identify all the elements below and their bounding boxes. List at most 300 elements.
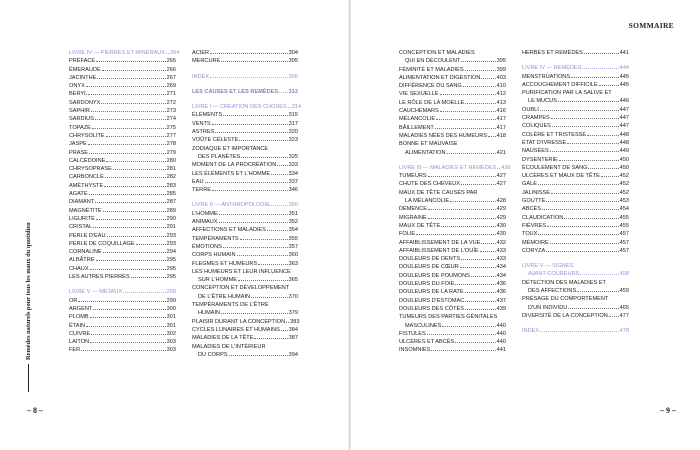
toc-entry-title: DYSENTERIE [522,156,558,163]
toc-entry [399,214,506,222]
toc-entry-multiline [522,89,629,106]
toc-entry-page: 433 [496,247,506,254]
toc-entry [69,149,176,157]
toc-entry [192,293,298,301]
dot-leader [440,111,496,112]
toc-entry [399,346,506,354]
dot-leader [550,151,619,152]
toc-entry-page: 458 [619,271,629,278]
toc-entry [69,305,176,313]
toc-entry-title: MASCULINES [405,322,442,329]
toc-entry-page: 314 [291,104,302,111]
dot-leader [428,176,496,177]
toc-entry-title: CARBONCLE [69,174,104,181]
toc-entry-multiline [522,262,629,279]
toc-entry-title: LA MÉLANCOLIE [405,198,450,205]
toc-entry-title: JACINTHE [69,74,97,81]
toc-entry-title: DES PLANÈTES [198,153,241,160]
toc-entry-page: 428 [496,198,506,205]
toc-entry-title: MALADIES DE LA TÊTE [192,335,254,342]
toc-entry-page: 277 [166,132,176,139]
toc-entry-title: AGATE [69,191,88,198]
toc-entry [399,247,506,255]
toc-entry-title: PLOMB [69,314,89,321]
toc-entry [399,197,506,205]
toc-entry-page: 455 [619,214,629,221]
toc-entry [69,173,176,181]
dot-leader [86,86,166,87]
dot-leader [89,153,166,154]
dot-leader [93,227,165,228]
dot-leader [552,126,619,127]
toc-entry [69,124,176,132]
dot-leader [460,267,496,268]
toc-entry-page: 264 [169,50,180,56]
toc-entry-title: ANIMAUX [192,219,218,226]
toc-entry-title: BÂILLEMENT [399,124,434,131]
toc-entry [69,140,176,148]
toc-entry-page: 440 [496,330,506,337]
dot-leader [587,135,619,136]
toc-entry [192,170,298,178]
toc-entry-title: COLÈRE ET TRISTESSE [522,131,587,138]
toc-entry-title: PRASE [69,149,88,156]
toc-entry [69,207,176,215]
title-rule [28,364,29,392]
dot-leader [88,144,166,145]
dot-leader [551,193,619,194]
toc-entry-page: 430 [496,231,506,238]
dot-leader [538,184,619,185]
toc-entry [522,172,629,180]
toc-entry [69,338,176,346]
toc-entry-title: TOPAZE [69,124,91,131]
dot-leader [210,53,288,54]
toc-entry-title: COLIQUES [522,123,551,130]
toc-entry [399,149,506,157]
toc-entry-title: ULCÈRES ET ABCÈS [399,339,455,346]
toc-entry-page: 333 [288,162,298,169]
toc-entry-page: 317 [288,120,298,127]
toc-entry-page: 282 [166,174,176,181]
toc-entry-page: 427 [496,181,506,188]
toc-entry [192,103,302,111]
toc-entry [522,106,629,114]
dot-leader [288,107,291,108]
toc-entry-page: 434 [496,264,506,271]
toc-entry-title: NAUSÉES [522,148,549,155]
dot-leader [91,334,166,335]
dot-leader [212,190,288,191]
toc-entry [522,164,629,172]
toc-entry-page: 334 [288,170,298,177]
toc-entry-page: 278 [166,141,176,148]
dot-leader [465,103,495,104]
dot-leader [447,153,496,154]
dot-leader [481,243,495,244]
toc-entry-title: MAGNÉTITE [69,207,102,214]
toc-entry-title: L'HOMME [192,210,218,217]
toc-entry-title: CORYZA [522,247,546,254]
dot-leader [480,251,496,252]
toc-entry [192,136,298,144]
toc-entry-page: 433 [496,256,506,263]
dot-leader [95,202,165,203]
toc-entry-title: DES AFFECTIONS [528,288,577,295]
toc-entry [192,201,298,209]
toc-entry [399,115,506,123]
toc-entry-multiline [399,140,506,157]
toc-entry-page: 295 [166,257,176,264]
toc-entry-multiline [192,268,298,285]
toc-entry-page: 301 [166,314,176,321]
toc-entry [522,304,629,312]
dot-leader [455,284,495,285]
toc-entry-title: INDEX [192,73,210,80]
toc-entry [69,273,176,281]
toc-entry-title: MAUX DE TÊTE [399,222,441,229]
toc-entry-page: 457 [619,239,629,246]
dot-leader [221,313,288,314]
dot-leader [416,234,495,235]
toc-entry-page: 346 [288,187,298,194]
toc-entry-first-line: TUMEURS DES PARTIES GÉNITALES [399,314,498,321]
toc-entry-page: 269 [166,83,176,90]
dot-leader [104,186,165,187]
toc-entry-page: 354 [288,227,298,234]
toc-entry [192,88,298,96]
toc-entry [192,153,298,161]
toc-entry-title: CYCLES LUNAIRES ET HUMAINS [192,326,280,333]
toc-entry [522,156,629,164]
toc-entry [522,205,629,213]
toc-entry-title: CORPS HUMAIN [192,252,236,259]
dot-leader [497,168,500,169]
dot-leader [571,77,619,78]
toc-entry-multiline [522,295,629,312]
toc-entry-page: 429 [496,214,506,221]
dot-leader [223,115,288,116]
dot-leader [131,277,166,278]
toc-entry-page: 303 [166,339,176,346]
toc-entry-title: LES AUTRES PIERRES [69,274,130,281]
dot-leader [239,140,287,141]
toc-entry-title: GALE [522,181,537,188]
toc-entry [399,90,506,98]
dot-leader [81,350,165,351]
toc-entry-title: AVANT-COUREURS [528,271,580,278]
toc-entry-title: VOÛTE CÉLESTE [192,137,239,144]
dot-leader [91,111,166,112]
toc-entry [399,255,506,263]
toc-entry-page: 457 [619,247,629,254]
toc-entry-multiline [399,189,506,206]
toc-entry-first-line: PRÉSAGE DU COMPORTEMENT [522,296,609,303]
toc-entry-page: 301 [166,322,176,329]
dot-leader [205,182,288,183]
toc-entry [192,235,298,243]
toc-entry-title: GOUTTE [522,198,546,205]
toc-entry-multiline [522,279,629,296]
toc-entry-page: 298 [166,289,176,296]
toc-entry-page: 352 [288,219,298,226]
toc-entry-title: SUR L'HOMME [198,277,237,284]
toc-entry-title: SARDIUS [69,116,94,123]
toc-entry-title: LE MUCUS [528,98,557,105]
toc-entry-title: ONYX [69,83,85,90]
toc-entry-page: 430 [496,222,506,229]
toc-entry-first-line: PURIFICATION PAR LA SALIVE ET [522,90,612,97]
toc-entry [399,74,506,82]
toc-entry [399,132,506,140]
toc-entry-page: 452 [619,173,629,180]
toc-entry-title: AFFAIBLISSEMENT DE LA VUE [399,239,481,246]
toc-entry [399,180,506,188]
toc-entry-page: 447 [619,115,629,122]
toc-entry [192,334,298,342]
toc-entry-title: SAPHIR [69,108,90,115]
toc-entry-page: 452 [619,181,629,188]
toc-entry-page: 412 [496,91,506,98]
toc-entry-title: AFFECTIONS ET MALADIES [192,227,266,234]
toc-entry [399,164,511,172]
toc-entry-first-line: CONCEPTION ET DÉVELOPPEMENT [192,285,290,292]
toc-entry [69,297,176,305]
dot-leader [166,53,169,54]
toc-entry-page: 440 [496,339,506,346]
toc-entry-title: DIAMANT [69,199,95,206]
dot-leader [465,301,495,302]
toc-entry [399,230,506,238]
dot-leader [219,222,288,223]
toc-entry-title: TEMPÉRAMENTS [192,235,239,242]
toc-entry [69,198,176,206]
toc-entry-page: 285 [166,191,176,198]
dot-leader [92,128,166,129]
toc-entry-title: CHUTE DES CHEVEUX [399,181,460,188]
dot-leader [277,165,287,166]
toc-entry-title: HERBES ET REMÈDES [522,50,583,56]
toc-entry-first-line: ZODIAQUE ET IMPORTANCE [192,145,269,152]
toc-entry-title: OUBLI [522,106,539,113]
toc-entry-title: QUI EN DÉCOULENT [405,58,461,65]
toc-entry-title: LIVRE III — MALADIES ET REMÈDES [399,164,497,171]
page-number-left: – 8 – [27,406,43,415]
toc-entry-page: 280 [166,157,176,164]
dot-leader [90,342,166,343]
toc-entry-title: FIÈVRES [522,222,546,229]
toc-entry [522,131,629,139]
dot-leader [455,342,495,343]
dot-leader [551,118,619,119]
toc-entry-title: ARGENT [69,305,93,312]
toc-entry-page: 413 [496,99,506,106]
toc-entry [192,260,298,268]
toc-entry [522,247,629,255]
toc-entry-title: LES CAUSES ET LES REMÈDES [192,88,279,95]
toc-entry-title: HUMAIN [198,310,221,317]
book-title-text: Remèdes naturels pour tous les maux du quotidien [25,222,32,360]
toc-entry [399,172,506,180]
dot-leader [267,230,288,231]
dot-leader [559,160,619,161]
toc-entry-title: ÉTAT D'IVRESSE [522,139,567,146]
toc-entry-page: 287 [166,199,176,206]
toc-entry [399,222,506,230]
dot-leader [550,243,619,244]
dot-leader [609,316,619,317]
toc-entry-page: 289 [166,207,176,214]
toc-entry-title: FLEGMES ET HUMEURS [192,260,258,267]
toc-entry-page: 323 [288,137,298,144]
toc-entry-page: 447 [619,123,629,130]
toc-entry-page: 450 [619,156,629,163]
toc-entry [192,186,298,194]
toc-entry-page: 395 [496,58,506,65]
toc-entry-page: 478 [619,328,629,335]
toc-entry-page: 399 [496,66,506,73]
toc-entry-page: 370 [288,293,298,300]
toc-entry-title: VENTS [192,120,211,127]
toc-entry [522,222,629,230]
toc-entry-title: DOULEURS DU FOIE [399,281,455,288]
toc-entry [399,338,506,346]
dot-leader [436,119,496,120]
toc-entry-page: 350 [288,202,298,209]
dot-leader [599,85,619,86]
toc-entry-page: 437 [496,297,506,304]
dot-leader [428,218,496,219]
toc-entry [192,111,298,119]
toc-entry [522,122,629,130]
toc-entry-title: FÉMINITÉ ET MALADIES [399,66,464,73]
toc-entry-title: LAITON [69,339,90,346]
dot-leader [584,53,619,54]
toc-entry-title: LIGURITE [69,215,95,222]
toc-entry [192,326,298,334]
dot-leader [238,280,288,281]
toc-entry [522,239,629,247]
toc-entry-first-line: LIVRE V — SIGNES [522,263,574,270]
toc-entry [69,256,176,264]
dot-leader [103,211,166,212]
toc-entry [69,265,176,273]
toc-entry-page: 365 [288,277,298,284]
dot-leader [105,177,166,178]
toc-entry-multiline [192,284,298,301]
toc-entry-title: EAU [192,178,204,185]
dot-leader [450,201,496,202]
toc-entry [192,128,298,136]
dot-leader [258,264,287,265]
toc-entry [399,280,506,288]
toc-entry-page: 274 [166,116,176,123]
toc-entry-title: DOULEURS DES CÔTÉS [399,305,464,312]
toc-entry-page: 446 [619,98,629,105]
toc-entry-title: LES ÉLÉMENTS ET L'HOMME [192,170,271,177]
toc-entry-title: PERLE D'EAU [69,232,106,239]
toc-entry [192,318,298,326]
toc-column-4 [522,49,629,336]
toc-entry-title: ÉMERAUDE [69,66,101,73]
toc-entry [69,322,176,330]
toc-entry-page: 379 [288,310,298,317]
toc-entry [69,132,176,140]
toc-entry-title: CLAUDICATION [522,214,564,221]
toc-entry-page: 302 [166,330,176,337]
toc-entry [399,239,506,247]
toc-entry-first-line: MALADIES DE L'INTÉRIEUR [192,343,266,350]
toc-entry-title: ALIMENTATION [405,149,446,156]
toc-entry-page: 444 [619,65,629,72]
toc-entry-title: DÉMENCE [399,206,427,213]
toc-entry-page: 453 [619,198,629,205]
toc-entry [522,180,629,188]
toc-entry-title: ÉLÉMENTS [192,112,223,119]
toc-entry-title: MOMENT DE LA PROCRÉATION [192,162,277,169]
book-title-vertical [25,222,32,392]
toc-entry-page: 452 [619,189,629,196]
dot-leader [564,218,618,219]
toc-entry [399,272,506,280]
toc-entry-title: CHAUX [69,265,89,272]
toc-entry-page: 295 [166,265,176,272]
dot-leader [241,157,287,158]
dot-leader [568,308,618,309]
toc-entry [399,297,506,305]
toc-entry-page: 383 [290,318,300,325]
toc-entry-page: 403 [496,74,506,81]
toc-entry [522,81,629,89]
toc-entry-first-line: TEMPÉRAMENTS DE L'ÊTRE [192,302,269,309]
toc-entry [522,64,629,72]
dot-leader [481,78,495,79]
toc-entry [192,49,298,57]
toc-entry-page: 445 [619,81,629,88]
toc-entry-first-line: BONNE ET MAUVAISE [399,141,458,148]
toc-entry-first-line: LES HUMEURS ET LEUR INFLUENCE [192,268,291,275]
toc-column-2 [192,49,302,359]
toc-entry-page: 299 [166,297,176,304]
toc-entry-first-line: MAUX DE TÊTE CAUSÉS PAR [399,189,478,196]
toc-entry-title: CUIVRE [69,330,91,337]
toc-entry-page: 325 [288,153,298,160]
dot-leader [601,176,619,177]
toc-entry-title: SARDONYX [69,99,101,106]
toc-entry-page: 417 [496,116,506,123]
toc-entry-page: 279 [166,149,176,156]
toc-entry [69,232,176,240]
toc-entry [69,165,176,173]
dot-leader [254,338,287,339]
toc-entry-multiline [399,49,506,66]
dot-leader [567,143,618,144]
toc-entry-page: 434 [496,272,506,279]
toc-entry-page: 291 [166,224,176,231]
toc-entry-page: 267 [166,74,176,81]
dot-leader [123,292,166,293]
page-number-right: – 9 – [660,406,676,415]
toc-entry [69,66,176,74]
toc-entry-title: FER [69,347,81,354]
toc-entry-title: FOLIE [399,231,416,238]
dot-leader [107,236,166,237]
toc-entry-page: 459 [619,288,629,295]
toc-entry-title: MIGRAINE [399,214,427,221]
dot-leader [96,61,166,62]
toc-entry-page: 417 [496,124,506,131]
toc-entry-title: LIVRE I — CRÉATION DES CHOSES [192,104,287,111]
